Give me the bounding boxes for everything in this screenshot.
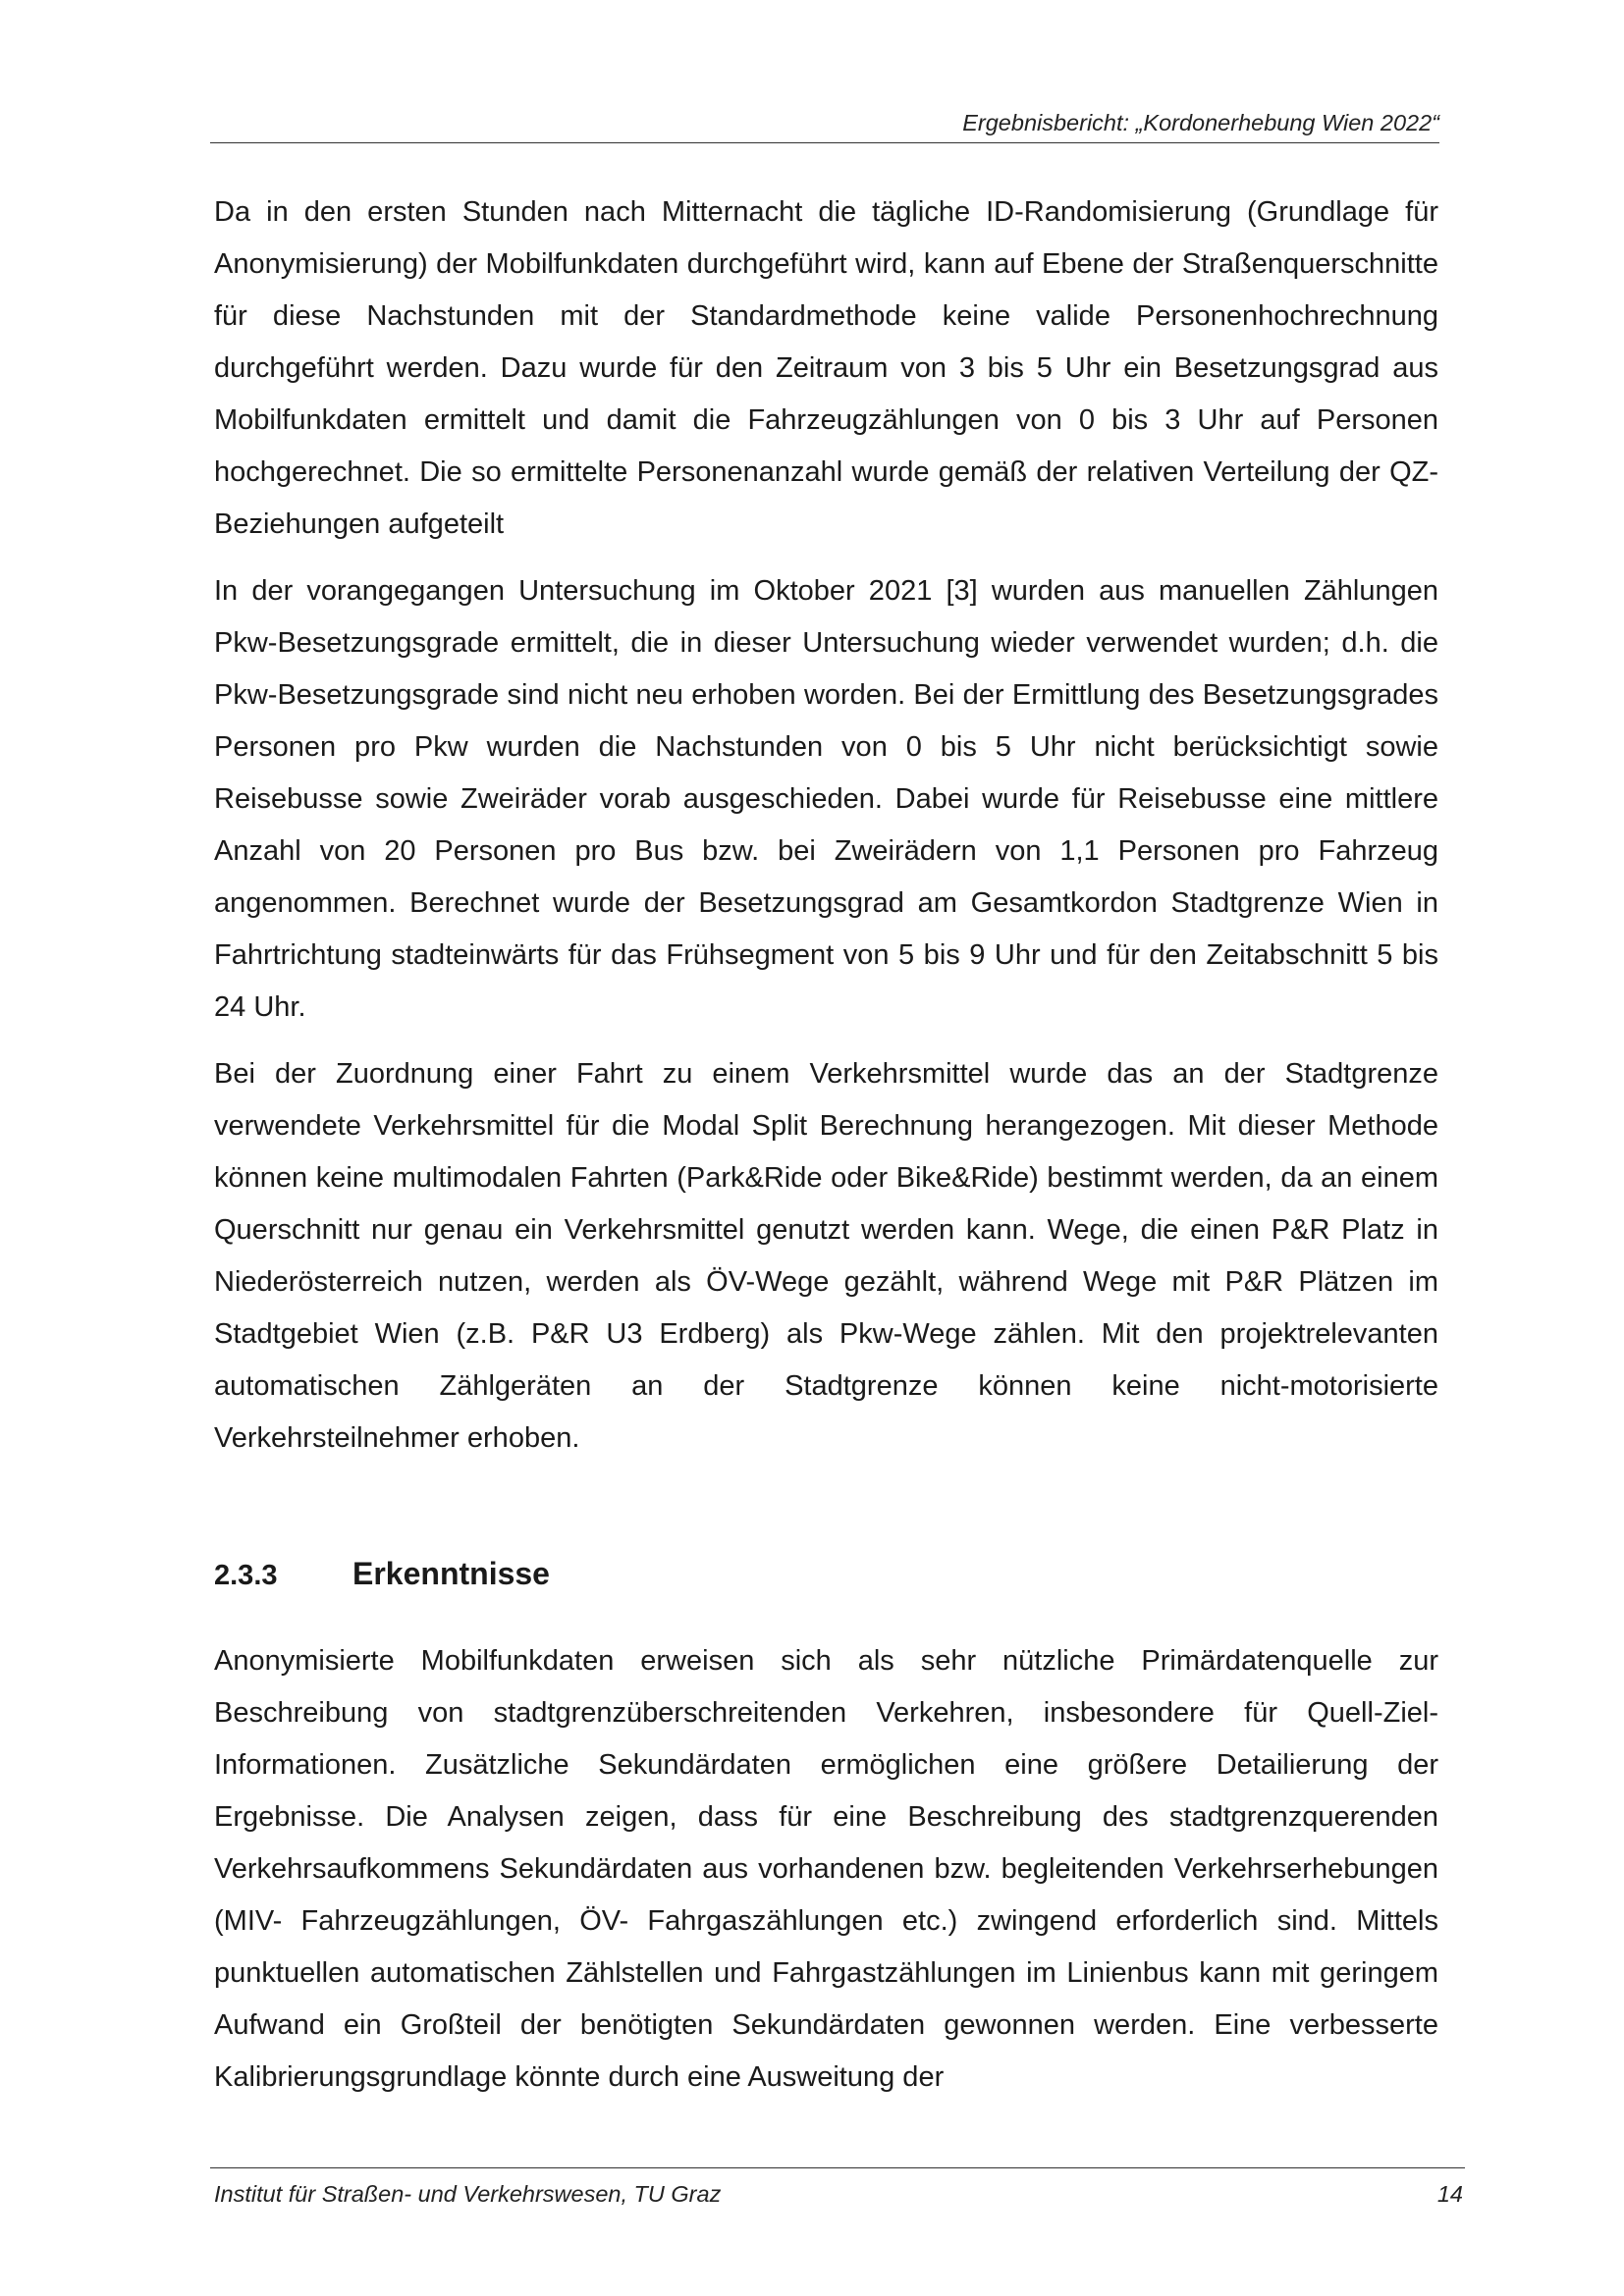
page-number: 14: [1436, 2181, 1463, 2207]
section-number: 2.3.3: [214, 1560, 278, 1591]
section-heading: [214, 1554, 1438, 1595]
paragraph-occupancy-rates: In der vorangegangen Untersuchung im Oktober 2021 [3] wurden aus manuellen Zählungen Pkw-Besetzungsgrade ermittelt, die in dieser Untersuchung wieder verwendet wurden; d.h. die Pkw-Besetzungsgrade sind nicht neu erhoben worden. Bei der Ermittlung des Besetzungsgrades Personen pro Pkw wurden die Nachstunden von 0 bis 5 Uhr nicht berücksichtigt sowie Reisebusse sowie Zweiräder vorab ausgeschieden. Dabei wurde für Reisebusse eine mittlere Anzahl von 20 Personen pro Bus bzw. bei Zweirädern von 1,1 Personen pro Fahrzeug angenommen. Berechnet wurde der Besetzungsgrad am Gesamtkordon Stadtgrenze Wien in Fahrtrichtung stadteinwärts für das Frühsegment von 5 bis 9 Uhr und für den Zeitabschnitt 5 bis 24 Uhr.: [214, 575, 1438, 1023]
section-title: Erkenntnisse: [352, 1556, 550, 1591]
page-body: [214, 187, 1438, 2118]
footer-institution: Institut für Straßen- und Verkehrswesen, TU Graz: [214, 2181, 722, 2207]
running-header: Ergebnisbericht: „Kordonerhebung Wien 2022“: [962, 110, 1439, 135]
footer-divider: [210, 2167, 1465, 2168]
paragraph-mode-assignment: Bei der Zuordnung einer Fahrt zu einem Verkehrsmittel wurde das an der Stadtgrenze verwendete Verkehrsmittel für die Modal Split Berechnung herangezogen. Mit dieser Methode können keine multimodalen Fahrten (Park&Ride oder Bike&Ride) bestimmt werden, da an einem Querschnitt nur genau ein Verkehrsmittel genutzt werden kann. Wege, die einen P&R Platz in Niederösterreich nutzen, werden als ÖV-Wege gezählt, während Wege mit P&R Plätzen im Stadtgebiet Wien (z.B. P&R U3 Erdberg) als Pkw-Wege zählen. Mit den projektrelevanten automatischen Zählgeräten an der Stadtgrenze können keine nicht-motorisierte Verkehrsteilnehmer erhoben.: [214, 1058, 1438, 1454]
paragraph-id-randomization: Da in den ersten Stunden nach Mitternacht die tägliche ID-Randomisierung (Grundlage für Anonymisierung) der Mobilfunkdaten durchgeführt wird, kann auf Ebene der Straßenquerschnitte für diese Nachstunden mit der Standardmethode keine valide Personenhochrechnung durchgeführt werden. Dazu wurde für den Zeitraum von 3 bis 5 Uhr ein Besetzungsgrad aus Mobilfunkdaten ermittelt und damit die Fahrzeugzählungen von 0 bis 3 Uhr auf Personen hochgerechnet. Die so ermittelte Personenanzahl wurde gemäß der relativen Verteilung der QZ-Beziehungen aufgeteilt: [214, 196, 1438, 540]
paragraph-findings: Anonymisierte Mobilfunkdaten erweisen sich als sehr nützliche Primärdatenquelle zur Beschreibung von stadtgrenzüberschreitenden Verkehren, insbesondere für Quell-Ziel-Informationen. Zusätzliche Sekundärdaten ermöglichen eine größere Detailierung der Ergebnisse. Die Analysen zeigen, dass für eine Beschreibung des stadtgrenzquerenden Verkehrsaufkommens Sekundärdaten aus vorhandenen bzw. begleitenden Verkehrserhebungen (MIV- Fahrzeugzählungen, ÖV- Fahrgaszählungen etc.) zwingend erforderlich sind. Mittels punktuellen automatischen Zählstellen und Fahrgastzählungen im Linienbus kann mit geringem Aufwand ein Großteil der benötigten Sekundärdaten gewonnen werden. Eine verbesserte Kalibrierungsgrundlage könnte durch eine Ausweitung der: [214, 1645, 1438, 2093]
header-divider: [210, 142, 1439, 143]
